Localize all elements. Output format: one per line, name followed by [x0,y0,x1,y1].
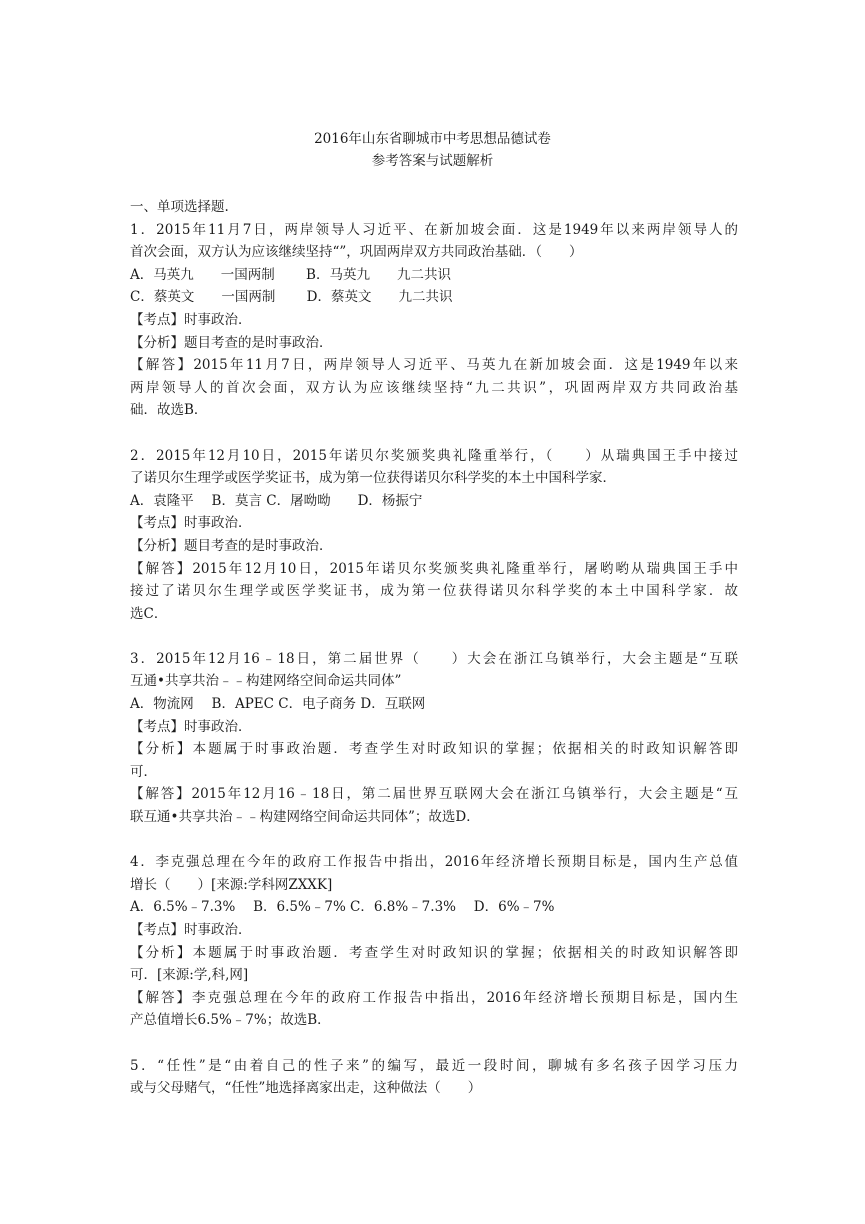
question-line: A．物流网 B．APEC C．电子商务 D．互联网 [130,696,426,713]
question-1 [130,219,738,422]
question-line: 联互通•共享共治﹣﹣构建网络空间命运共同体”；故选D． [130,809,480,826]
question-line: A．马英九 一国两制 B．马英九 九二共识 [130,266,451,283]
question-line: 【考点】时事政治． [130,311,252,328]
question-line: A．袁隆平 B．莫言 C．屠呦呦 D．杨振宁 [130,492,423,509]
question-line: 5．“任性”是“由着自己的性子来”的编写，最近一段时间，聊城有多名孩子因学习压力 [130,1057,738,1074]
question-line: 1．2015年11月7日，两岸领导人习近平、在新加坡会面．这是1949年以来两岸领导人的 [130,221,738,238]
exam-content [130,196,738,1100]
question-line: 可． [130,763,157,780]
question-2 [130,445,738,626]
question-line: 首次会面，双方认为应该继续坚持“”，巩固两岸双方共同政治基础．（ ） [130,244,583,261]
question-line: 3．2015年12月16﹣18日，第二届世界（ ）大会在浙江乌镇举行，大会主题是“互联 [130,650,738,667]
question-line: 【分析】本题属于时事政治题．考查学生对时政知识的掌握；依据相关的时政知识解答即 [130,944,738,961]
question-line: C．蔡英文 一国两制 D．蔡英文 九二共识 [130,289,453,306]
question-line: 【解答】2015年12月16﹣18日，第二届世界互联网大会在浙江乌镇举行，大会主题是“互 [130,786,738,803]
question-line: 互通•共享共治﹣﹣构建网络空间命运共同体” [130,673,402,690]
spacer [130,625,738,648]
spacer [130,422,738,445]
question-line: 【分析】本题属于时事政治题．考查学生对时政知识的掌握；依据相关的时政知识解答即 [130,741,738,758]
question-line: 【解答】李克强总理在今年的政府工作报告中指出，2016年经济增长预期目标是，国内生 [130,989,738,1006]
question-line: 可．[来源:学,科,网] [130,967,249,984]
spacer [130,829,738,852]
spacer [130,1032,738,1055]
question-line: 增长（ ）[来源:学科网ZXXK] [130,876,333,893]
question-line: 【考点】时事政治． [130,718,252,735]
title-block [0,128,865,172]
question-line: 了诺贝尔生理学或医学奖证书，成为第一位获得诺贝尔科学奖的本土中国科学家． [130,470,616,487]
question-3 [130,648,738,829]
question-line: 接过了诺贝尔生理学或医学奖证书，成为第一位获得诺贝尔科学奖的本土中国科学家．故 [130,583,738,600]
question-line: 【解答】2015年12月10日，2015年诺贝尔奖颁奖典礼隆重举行，屠哟哟从瑞典国王手中 [130,560,738,577]
question-line: 两岸领导人的首次会面，双方认为应该继续坚持“九二共识”，巩固两岸双方共同政治基 [130,379,738,396]
section-heading: 一、单项选择题. [130,199,229,215]
question-line: 4．李克强总理在今年的政府工作报告中指出，2016年经济增长预期目标是，国内生产总值 [130,854,738,871]
question-4 [130,851,738,1032]
question-line: 【考点】时事政治． [130,515,252,532]
question-line: 或与父母赌气，“任性”地选择离家出走，这种做法（ ） [130,1080,482,1097]
question-line: 2．2015年12月10日，2015年诺贝尔奖颁奖典礼隆重举行，（ ）从瑞典国王手中接过 [130,447,738,464]
question-line: A．6.5%﹣7.3% B．6.5%﹣7% C．6.8%﹣7.3% D．6%﹣7% [130,899,555,916]
page-title: 2016年山东省聊城市中考思想品德试卷 [314,131,551,147]
question-line: 【分析】题目考查的是时事政治． [130,537,333,554]
question-line: 【解答】2015年11月7日，两岸领导人习近平、马英九在新加坡会面．这是1949年以来 [130,357,738,374]
question-5 [130,1055,738,1100]
question-line: 产总值增长6.5%﹣7%；故选B． [130,1012,331,1029]
question-line: 选C． [130,605,168,622]
question-line: 础．故选B． [130,402,208,419]
question-line: 【分析】题目考查的是时事政治． [130,334,333,351]
question-line: 【考点】时事政治． [130,922,252,938]
page-subtitle: 参考答案与试题解析 [371,153,494,169]
